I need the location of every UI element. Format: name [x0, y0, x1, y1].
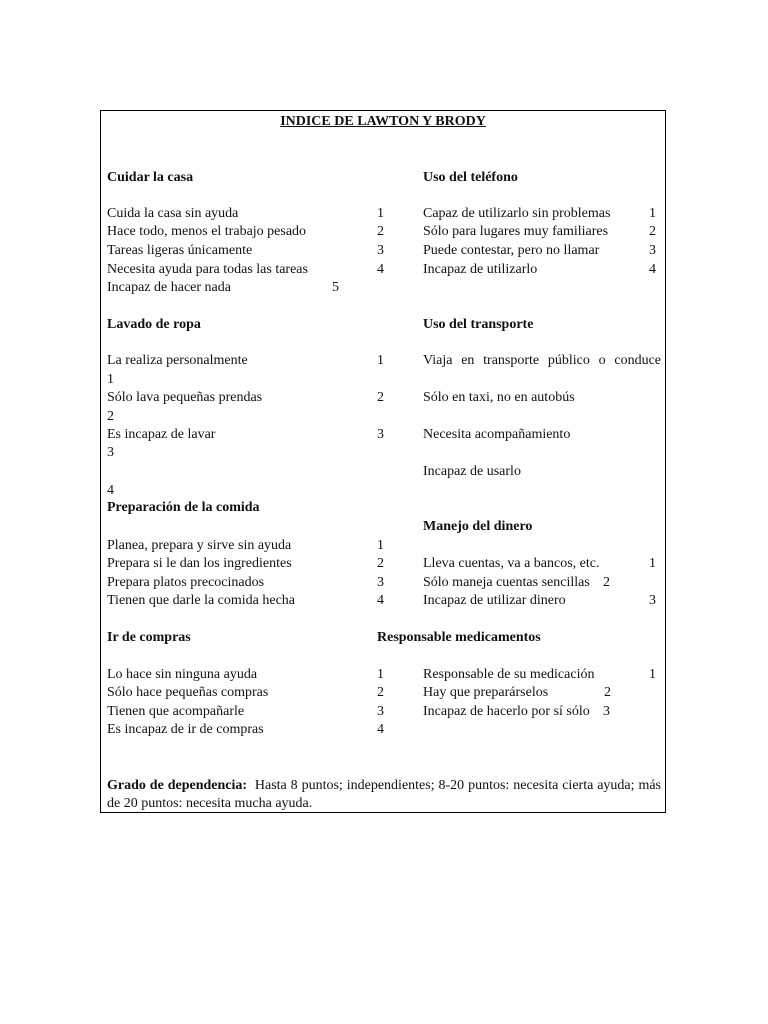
item-score: 1	[649, 556, 656, 571]
item-label: Incapaz de hacer nada	[107, 280, 231, 295]
item-score: 1	[377, 206, 384, 221]
item-label: Sólo lava pequeñas prendas	[107, 390, 263, 405]
item-score: 3	[377, 427, 384, 442]
item-label: Sólo para lugares muy familiares	[423, 224, 609, 239]
item-label: Planea, prepara y sirve sin ayuda	[107, 538, 292, 553]
item-label: Incapaz de usarlo	[423, 464, 521, 479]
item-score: 2	[377, 390, 384, 405]
item-label: Responsable de su medicación	[423, 667, 595, 682]
section-heading-lavado-ropa: Lavado de ropa	[107, 317, 201, 332]
item-score: 2	[377, 224, 384, 239]
item-score: 1	[377, 538, 384, 553]
item-extra-score: 2	[107, 409, 114, 424]
item-label: Lo hace sin ninguna ayuda	[107, 667, 258, 682]
section-heading-uso-telefono: Uso del teléfono	[423, 170, 518, 185]
stray-score: 4	[107, 483, 114, 498]
item-score: 2	[603, 575, 610, 590]
page-title: INDICE DE LAWTON Y BRODY	[280, 114, 486, 129]
item-label: Incapaz de utilizar dinero	[423, 593, 566, 608]
item-score: 1	[649, 206, 656, 221]
item-label: Prepara si le dan los ingredientes	[107, 556, 292, 571]
item-label: Hay que preparárselos	[423, 685, 549, 700]
item-score: 4	[377, 262, 384, 277]
item-label: Incapaz de hacerlo por sí sólo	[423, 704, 590, 719]
item-score: 3	[377, 243, 384, 258]
item-score: 3	[377, 575, 384, 590]
item-label: Viaja en transporte público o conduce	[423, 353, 661, 368]
section-heading-medicamentos: Responsable medicamentos	[377, 630, 541, 645]
item-score: 2	[649, 224, 656, 239]
item-score: 4	[377, 722, 384, 737]
item-score: 2	[604, 685, 611, 700]
item-score: 1	[649, 667, 656, 682]
item-label: La realiza personalmente	[107, 353, 248, 368]
item-score: 1	[377, 667, 384, 682]
item-score: 3	[603, 704, 610, 719]
section-heading-cuidar-casa: Cuidar la casa	[107, 170, 194, 185]
item-score: 1	[377, 353, 384, 368]
item-score: 2	[377, 685, 384, 700]
dependency-label: Grado de dependencia:	[107, 778, 248, 793]
item-score: 2	[377, 556, 384, 571]
item-label: Sólo maneja cuentas sencillas	[423, 575, 590, 590]
item-score: 5	[332, 280, 339, 295]
item-label: Necesita ayuda para todas las tareas	[107, 262, 308, 277]
item-label: Cuida la casa sin ayuda	[107, 206, 239, 221]
item-score: 3	[377, 704, 384, 719]
item-label: Lleva cuentas, va a bancos, etc.	[423, 556, 600, 571]
dependency-text: Hasta 8 puntos; independientes; 8-20 puntos: necesita cierta ayuda; más de 20 puntos: necesita mucha ayuda.	[107, 778, 662, 811]
item-score: 4	[377, 593, 384, 608]
item-label: Tienen que darle la comida hecha	[107, 593, 296, 608]
item-extra-score: 1	[107, 372, 114, 387]
item-label: Incapaz de utilizarlo	[423, 262, 538, 277]
item-label: Es incapaz de ir de compras	[107, 722, 264, 737]
section-heading-uso-transporte: Uso del transporte	[423, 317, 534, 332]
item-label: Capaz de utilizarlo sin problemas	[423, 206, 611, 221]
item-label: Tareas ligeras únicamente	[107, 243, 253, 258]
item-extra-score: 3	[107, 445, 114, 460]
item-score: 3	[649, 593, 656, 608]
dependency-note	[107, 777, 661, 813]
section-heading-preparacion-comida: Preparación de la comida	[107, 500, 260, 515]
item-label: Sólo en taxi, no en autobús	[423, 390, 575, 405]
section-heading-manejo-dinero: Manejo del dinero	[423, 519, 533, 534]
section-heading-ir-compras: Ir de compras	[107, 630, 191, 645]
item-label: Hace todo, menos el trabajo pesado	[107, 224, 307, 239]
item-label: Sólo hace pequeñas compras	[107, 685, 269, 700]
item-label: Es incapaz de lavar	[107, 427, 216, 442]
item-score: 4	[649, 262, 656, 277]
item-label: Tienen que acompañarle	[107, 704, 245, 719]
item-label: Puede contestar, pero no llamar	[423, 243, 600, 258]
item-score: 3	[649, 243, 656, 258]
item-label: Necesita acompañamiento	[423, 427, 571, 442]
item-label: Prepara platos precocinados	[107, 575, 265, 590]
